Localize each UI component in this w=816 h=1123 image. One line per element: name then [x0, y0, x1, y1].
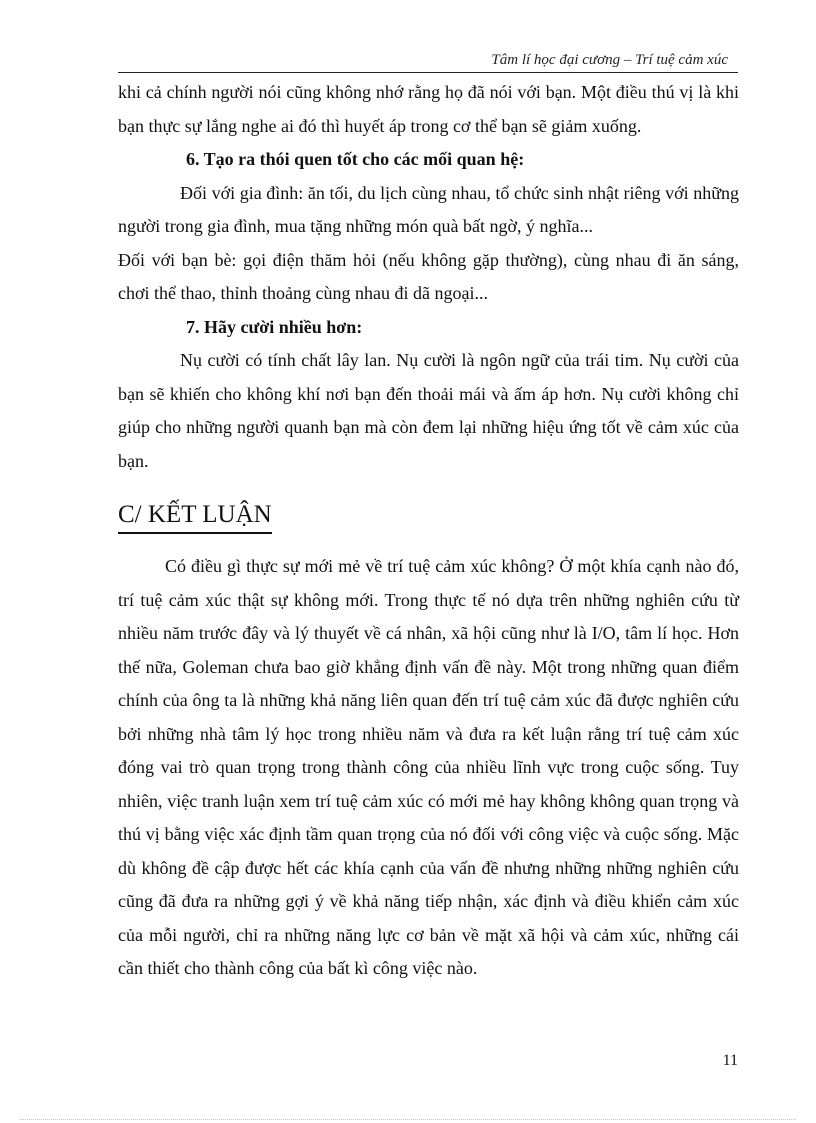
page-number: 11 — [722, 1052, 738, 1069]
section-title-text: C/ KẾT LUẬN — [118, 498, 272, 534]
paragraph-conclusion: Có điều gì thực sự mới mẻ về trí tuệ cảm xúc không? Ở một khía cạnh nào đó, trí tuệ cảm xúc thật sự không mới. Trong thực tế nó dựa trên những nghiên cứu từ nhiều năm trước đây và lý thuyết về cá nhân, xã hội cũng như là I/O, tâm lí học. Hơn thế nữa, Goleman chưa bao giờ khẳng định vấn đề này. Một trong những quan điểm chính của ông ta là những khả năng liên quan đến trí tuệ cảm xúc đã được nghiên cứu bởi những nhà tâm lý học trong nhiều năm và đưa ra kết luận rằng trí tuệ cảm xúc đóng vai trò quan trọng trong thành công của nhiều lĩnh vực trong cuộc sống. Tuy nhiên, việc tranh luận xem trí tuệ cảm xúc có mới mẻ hay không không quan trọng và thú vị bằng việc xác định tầm quan trọng của nó đối với công việc và cuộc sống. Mặc dù không đề cập được hết các khía cạnh của vấn đề nhưng những những nghiên cứu cũng đã đưa ra những gợi ý về khả năng tiếp nhận, xác định và điều khiển cảm xúc của mỗi người, chỉ ra những năng lực cơ bản về mặt xã hội và cảm xúc, những cái cần thiết cho thành công của bất kì công việc nào. — [118, 556, 739, 978]
section-title — [118, 498, 739, 534]
footer-divider — [20, 1119, 796, 1120]
paragraph-family: Đối với gia đình: ăn tối, du lịch cùng nhau, tổ chức sinh nhật riêng với những người trong gia đình, mua tặng những món quà bất ngờ, ý nghĩa... — [118, 182, 739, 236]
heading-7: 7. Hãy cười nhiều hơn: — [186, 316, 363, 337]
running-header — [118, 50, 738, 73]
paragraph-friends: Đối với bạn bè: gọi điện thăm hỏi (nếu không gặp thường), cùng nhau đi ăn sáng, chơi thể thao, thỉnh thoảng cùng nhau đi dã ngoại... — [118, 249, 739, 303]
heading-6: 6. Tạo ra thói quen tốt cho các mối quan hệ: — [186, 149, 525, 169]
paragraph-smile: Nụ cười có tính chất lây lan. Nụ cười là ngôn ngữ của trái tim. Nụ cười của bạn sẽ khiến cho không khí nơi bạn đến thoải mái và ấm áp hơn. Nụ cười không chỉ giúp cho những người quanh bạn mà còn đem lại những hiệu ứng tốt về cảm xúc của bạn. — [118, 350, 739, 471]
running-title: Tâm lí học đại cương – Trí tuệ cảm xúc — [491, 52, 728, 68]
page-body — [118, 76, 739, 986]
paragraph-continuation: khi cả chính người nói cũng không nhớ rằng họ đã nói với bạn. Một điều thú vị là khi bạn thực sự lắng nghe ai đó thì huyết áp trong cơ thể bạn sẽ giảm xuống. — [118, 82, 739, 136]
